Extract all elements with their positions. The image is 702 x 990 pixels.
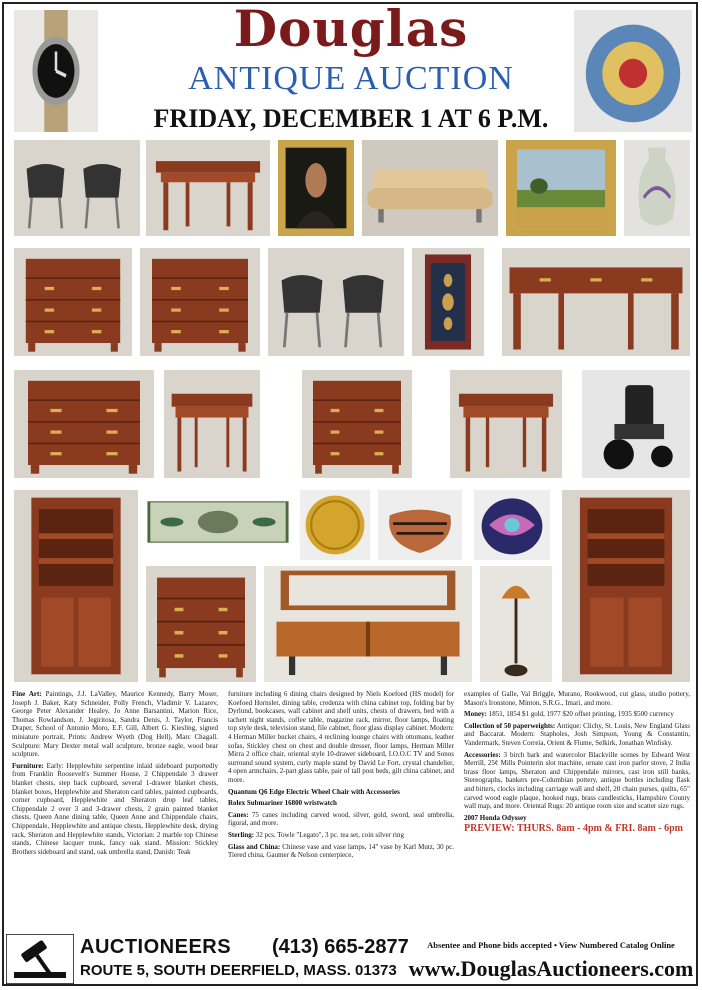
text-column-2: [228, 690, 454, 863]
chest-icon: [14, 370, 154, 478]
pine-cupboard-photo: [14, 490, 138, 682]
chest-of-drawers-photo: [140, 248, 260, 356]
credenza-icon: [264, 566, 472, 682]
chest-icon: [14, 248, 132, 356]
drop-leaf-table-photo: [146, 140, 270, 236]
leather-sofa-photo: [362, 140, 498, 236]
vase-icon: [624, 140, 690, 236]
currency-note-photo: [146, 494, 290, 550]
floor-lamp-photo: [480, 566, 552, 682]
landscape-icon: [506, 140, 616, 236]
portrait-painting-photo: [278, 140, 354, 236]
table-icon: [146, 140, 270, 236]
chest-icon: [140, 248, 260, 356]
lift-top-chest-photo: [14, 370, 154, 478]
address: ROUTE 5, SOUTH DEERFIELD, MASS. 01373: [80, 962, 397, 979]
paragraph: [464, 722, 690, 748]
paragraph: [228, 831, 454, 840]
kofoed-chairs-photo: [268, 248, 404, 356]
paragraph-text: Early: Hepplewhite serpentine inlaid sideboard purportedly from Franklin Roosevelt's Summer House, 2 Chippendale 3 drawer blanket chests, step back cupboard, several 1-drawer blanket chests, blanket boxes, Hepplewhite and Sheraton card tables, painted cupboards, corner cupboard, Hepplewhite and Sheraton drop leaf tables, Chippendale 2 over 3 and 3-drawer chests, 2 grain painted blanket chests, Queen Anne dining table, Queen Anne and Chippendale chairs, Chippendale, Hepplewhite and antique chests, Hepplewhite desk, drying rack, Sheraton and Hepplewhite stands, Victorian: 2 marble top Chinese stands, Chinese lacquer trunk, fancy oak stand. Mission: Stickley Brothers sideboard and stand, oak umbrella stand, Danish: Teak: [12, 761, 218, 856]
paragraph-text: Paintings, J.J. LaValley, Maurice Kennedy, Barry Moser, Joseph J. Baker, Katy Schneider, Polly French, Vladimir V. Lazarev, George Peter Alexander Healey, Jo Anne Barsantini, Marion Rice, Thomas Rowlandson, J. Jegiritosa, Sandra Denis, J. Taylor, Francis Draper, School of Antonio Moro, E.F. Gill, Albert G. Kiesling, signed miniature portrait, Prints: Andrew Wyeth (Dog Hell), Marc Chagall. Sculpture: Mary Dexter metal wall sculpture, bronze eagle, wood bear sculpture.: [12, 690, 218, 759]
auction-date: FRIDAY, DECEMBER 1 AT 6 P.M.: [153, 104, 549, 133]
paragraph-text: 1851, 1854 $1 gold, 1977 $20 offset printing, 1935 $500 currency: [486, 710, 674, 719]
watch-icon: [14, 10, 98, 132]
blanket-chest-photo: [14, 248, 132, 356]
cupboard-icon: [562, 490, 690, 682]
paragraph: [228, 788, 454, 797]
paragraph: [464, 751, 690, 811]
oriental-rug-photo: [412, 248, 484, 356]
paragraph-text: 32 pcs. Towle "Legato", 3 pc. tea set, coin silver ring: [254, 830, 404, 839]
glass-icon: [474, 490, 550, 560]
sideboard-photo: [502, 248, 690, 356]
paragraph-lead: Accessories:: [464, 750, 501, 759]
landscape-painting-photo: [506, 140, 616, 236]
paragraph-text: examples of Galle, Val Briggle, Murano, Rookwood, cut glass, studio pottery, Mason's Ironstone, Minton, S.R.G., Imari, and more.: [464, 690, 690, 707]
paragraph: [12, 690, 218, 759]
auction-subtitle: ANTIQUE AUCTION: [188, 60, 514, 97]
rug-icon: [412, 248, 484, 356]
brand-title: Douglas: [233, 0, 469, 58]
wheelchair-icon: [582, 370, 690, 478]
bids-note: Absentee and Phone bids accepted • View Numbered Catalog Online: [427, 940, 675, 950]
text-column-1: [12, 690, 218, 859]
chairs-icon: [14, 140, 140, 236]
paragraph: [464, 814, 690, 823]
paragraph-text: Chinese vase and vase lamps, 14" vase by Karl Mutz, 30 pc. Tiered china, Gaumer & Nelson centerpiece,: [228, 842, 454, 860]
corner-cupboard-photo: [562, 490, 690, 682]
text-column-3: [464, 690, 690, 837]
paragraph-text: furniture including 6 dining chairs designed by Niels Koefoed (HS model) for Koefoed Hornslet, dining table, credenza with china cabinet top, folding bar by Dyrlund, bookcases, wall cabinet and shelf units, chests of drawers, bed with a tachett night stands, coffee table, magazine rack, mirror, floor lamps, floating top style desk, television stand, file cabinet, floor glass display cabinet. Modern: 4 Herman Miller bucket chairs, 4 reclining lounge chairs with ottomans, leather sofas, Stickley chest on chest and double dresser, floor lamps, Herman Miller Mirra 2 office chair, oriental style 10-drawer sideboard, I.O.O.C TV and Sonos surround sound system, curly maple stand by David Le Fort, crystal chandelier, 4 open armchairs, 2-part glass table, pair of tall post beds, gilt china cabinet, and more.: [228, 690, 454, 784]
lamp-icon: [480, 566, 552, 682]
paragraph: [464, 710, 690, 719]
paragraph-lead: Money:: [464, 710, 487, 719]
paragraph-lead: Quantum Q6 Edge Electric Wheel Chair with Accessories: [228, 787, 400, 796]
auctioneers-label: AUCTIONEERS: [80, 936, 232, 958]
coin-icon: [300, 490, 370, 560]
paragraph-text: Antique: Clichy, St. Louis, New England Glass and Baccarat. Modern: Stapholes, Josh Simpson, Young & Constantin, Vandermark, Steven Correia, Orient & Flume, Selkirk, Jonathan Winfisky.: [464, 721, 690, 747]
sideboard-icon: [502, 248, 690, 356]
gavel-logo-icon: [6, 934, 74, 984]
table-icon: [164, 370, 260, 478]
website-url: www.DouglasAuctioneers.com: [408, 956, 694, 981]
rookwood-vase-photo: [624, 140, 690, 236]
rolex-watch-photo: [14, 10, 98, 132]
art-glass-paperweight-photo: [474, 490, 550, 560]
paragraph-lead: Furniture:: [12, 761, 44, 770]
table-icon: [450, 370, 562, 478]
paragraph-text: 75 canes including carved wood, silver, gold, sword, seal umbrella, figural, and more.: [228, 810, 454, 828]
phone-number: (413) 665-2877: [272, 936, 409, 958]
paperweight-icon: [574, 10, 692, 132]
paragraph: [228, 843, 454, 860]
cupboard-icon: [14, 490, 138, 682]
paragraph: [12, 762, 218, 857]
wheelchair-photo: [582, 370, 690, 478]
footer: [4, 934, 696, 986]
dresser-photo: [302, 370, 412, 478]
paragraph: [228, 811, 454, 828]
sofa-icon: [362, 140, 498, 236]
tall-chest-photo: [146, 566, 256, 682]
eames-chairs-photo: [14, 140, 140, 236]
preview-hours: PREVIEW: THURS. 8am - 4pm & FRI. 8am - 6pm: [464, 823, 683, 835]
danish-credenza-photo: [264, 566, 472, 682]
pottery-icon: [378, 490, 462, 560]
paperweight-photo: [574, 10, 692, 132]
paragraph-lead: Rolex Submariner 16800 wristwatch: [228, 799, 337, 808]
chest-icon: [146, 566, 256, 682]
paragraph-lead: Glass and China:: [228, 842, 281, 851]
paragraph-lead: Collection of 50 paperweights:: [464, 721, 556, 730]
note-icon: [146, 494, 290, 550]
portrait-icon: [278, 140, 354, 236]
paragraph: [228, 799, 454, 808]
paragraph-text: 3 birch bark and watercolor Blackville scenes by Edward West Merrill, 25¢ Mills Pointerin slot machine, ornate cast iron parlor stove, 2 India brass floor lamps, Sheraton and Chippendale mirrors, cast iron still banks, Stereographs, bankers pre-Columbian pottery, antique bottles including flask and bitters, clocks including carriage wall and shelf, 20 chain purses, quilts, 65" carved wood eagle plaque, hooked rugs, brass candlesticks, Hampshire County wall map, and more. Oriental Rugs: 20 antique room size and scatter size rugs.: [464, 750, 690, 811]
chest-icon: [302, 370, 412, 478]
paragraph-lead: 2007 Honda Odyssey: [464, 813, 527, 822]
card-table-photo: [164, 370, 260, 478]
paragraph: [464, 690, 690, 707]
paragraph-lead: Fine Art:: [12, 690, 42, 698]
hepplewhite-table-photo: [450, 370, 562, 478]
paragraph: [228, 690, 454, 785]
chairs-icon: [268, 248, 404, 356]
paragraph-lead: Sterling:: [228, 830, 255, 839]
gold-coin-photo: [300, 490, 370, 560]
pottery-bowl-photo: [378, 490, 462, 560]
paragraph-lead: Canes:: [228, 810, 249, 819]
